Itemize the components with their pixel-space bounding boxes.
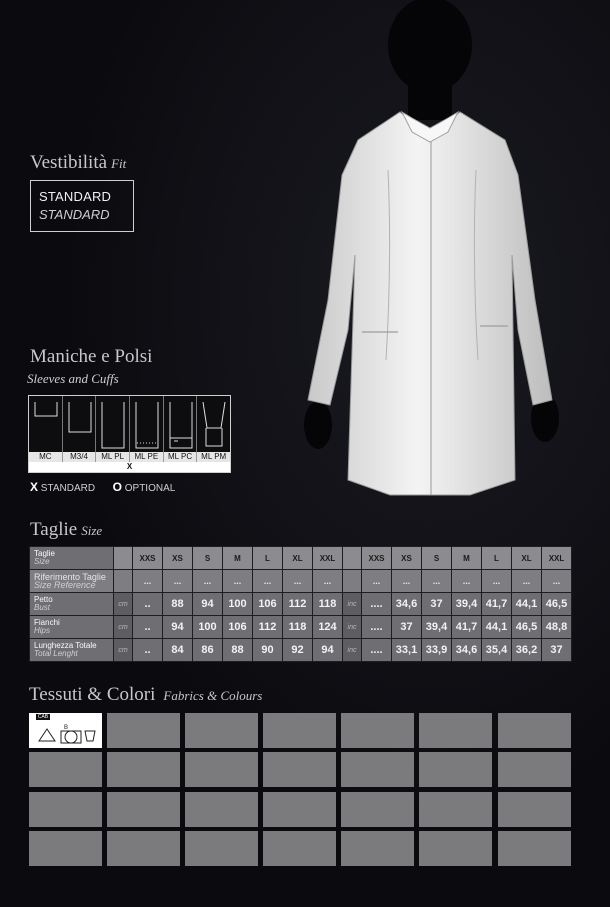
fabric-swatch[interactable]: [263, 752, 336, 787]
table-cell: 39,4: [422, 616, 452, 639]
sleeve-label: MC: [29, 452, 63, 462]
size-table: [29, 546, 572, 662]
legend-o-mark: O: [112, 480, 122, 494]
sleeve-long-cuff-icon: [164, 396, 198, 452]
table-cell: 46,5: [542, 593, 572, 616]
table-cell: ..: [133, 616, 163, 639]
sleeves-legend: [30, 480, 175, 494]
fabric-swatch[interactable]: [341, 831, 414, 866]
size-header: M: [223, 547, 253, 570]
sleeve-long-plain-icon: [96, 396, 130, 452]
size-header: XXL: [542, 547, 572, 570]
table-cell: 37: [392, 616, 422, 639]
size-header: XXS: [362, 547, 392, 570]
table-cell: 118: [313, 593, 343, 616]
care-label-swatch[interactable]: [29, 713, 102, 748]
table-row: [30, 639, 572, 662]
fabric-swatch[interactable]: [29, 831, 102, 866]
table-cell: 37: [422, 593, 452, 616]
fit-title-it: Vestibilità: [30, 152, 108, 173]
unit-inc: inc: [343, 639, 362, 662]
table-cell: ...: [362, 570, 392, 593]
size-header: XXS: [133, 547, 163, 570]
unit-inc: inc: [343, 593, 362, 616]
row-label: Taglie Size: [30, 547, 114, 570]
table-cell: ...: [223, 570, 253, 593]
table-cell: 88: [163, 593, 193, 616]
size-header: XS: [392, 547, 422, 570]
fabric-swatch[interactable]: [419, 713, 492, 748]
table-cell: 100: [223, 593, 253, 616]
size-header: XS: [163, 547, 193, 570]
fit-section-title: [30, 152, 126, 174]
table-cell: 46,5: [512, 616, 542, 639]
fabric-swatch[interactable]: [341, 713, 414, 748]
size-header: XL: [283, 547, 313, 570]
fabric-swatch[interactable]: [29, 792, 102, 827]
table-cell: 33,9: [422, 639, 452, 662]
fabrics-title-it: Tessuti & Colori: [29, 684, 156, 705]
size-header: L: [482, 547, 512, 570]
table-cell: ...: [163, 570, 193, 593]
table-cell: 34,6: [392, 593, 422, 616]
sleeve-label: ML PC: [164, 452, 198, 462]
fabric-swatch[interactable]: [107, 792, 180, 827]
table-cell: 86: [193, 639, 223, 662]
row-label: Petto Bust: [30, 593, 114, 616]
legend-standard: STANDARD: [40, 483, 96, 494]
unit-cm: cm: [114, 616, 133, 639]
table-cell: ...: [193, 570, 223, 593]
table-cell: 37: [542, 639, 572, 662]
table-cell: ...: [313, 570, 343, 593]
fabrics-title-en: Fabrics & Colours: [163, 688, 263, 703]
sleeve-label: ML PM: [201, 452, 227, 461]
care-symbols-icon: [37, 723, 97, 747]
fabric-swatch[interactable]: [498, 752, 571, 787]
sleeve-three-quarter-icon: [63, 396, 97, 452]
sleeve-label: ML PE: [130, 452, 164, 462]
table-cell: 88: [223, 639, 253, 662]
table-cell: 34,6: [452, 639, 482, 662]
fabric-swatch[interactable]: [341, 752, 414, 787]
table-cell: 106: [253, 593, 283, 616]
table-cell: 118: [283, 616, 313, 639]
lab-coat-image: [290, 0, 580, 510]
table-cell: 106: [223, 616, 253, 639]
table-cell: 100: [193, 616, 223, 639]
fit-value-it: STANDARD: [39, 189, 112, 204]
sleeves-panel: [28, 395, 231, 473]
fabric-swatch[interactable]: [263, 713, 336, 748]
table-cell: 92: [283, 639, 313, 662]
table-cell: ...: [512, 570, 542, 593]
table-row: [30, 616, 572, 639]
fabric-swatch[interactable]: [185, 831, 258, 866]
size-title-it: Taglie: [30, 519, 78, 540]
fabric-swatch[interactable]: [185, 792, 258, 827]
table-cell: 94: [313, 639, 343, 662]
fabric-swatch[interactable]: [419, 792, 492, 827]
table-cell: 48,8: [542, 616, 572, 639]
sleeve-marker: X: [29, 462, 230, 472]
size-header: L: [253, 547, 283, 570]
size-header: XXL: [313, 547, 343, 570]
table-cell: ..: [133, 639, 163, 662]
table-cell: 112: [283, 593, 313, 616]
unit-inc: inc: [343, 616, 362, 639]
fabric-swatch[interactable]: [419, 831, 492, 866]
sleeve-long-turnup-icon: [197, 396, 230, 452]
table-cell: ...: [542, 570, 572, 593]
row-label: Riferimento Taglie Size Reference: [30, 570, 114, 593]
fit-value-en: STANDARD: [39, 207, 110, 222]
table-row: [30, 547, 572, 570]
table-cell: ...: [133, 570, 163, 593]
sleeves-section-subtitle: Sleeves and Cuffs: [27, 371, 119, 386]
table-cell: 90: [253, 639, 283, 662]
size-header: S: [422, 547, 452, 570]
size-title-en: Size: [81, 523, 103, 538]
fit-title-en: Fit: [111, 156, 127, 171]
table-cell: ...: [253, 570, 283, 593]
fabric-swatch[interactable]: [107, 831, 180, 866]
table-cell: 94: [163, 616, 193, 639]
table-row: [30, 593, 572, 616]
table-cell: 84: [163, 639, 193, 662]
fabric-swatch[interactable]: [185, 713, 258, 748]
fabric-swatch[interactable]: [107, 752, 180, 787]
fabric-swatch[interactable]: [341, 792, 414, 827]
table-cell: 33,1: [392, 639, 422, 662]
table-cell: 41,7: [482, 593, 512, 616]
table-cell: 36,2: [512, 639, 542, 662]
table-cell: 124: [313, 616, 343, 639]
table-cell: 39,4: [452, 593, 482, 616]
table-cell: ....: [362, 616, 392, 639]
table-cell: ..: [133, 593, 163, 616]
size-header: M: [452, 547, 482, 570]
table-cell: ...: [392, 570, 422, 593]
fabric-swatch[interactable]: [29, 752, 102, 787]
table-cell: 44,1: [512, 593, 542, 616]
fabric-swatch[interactable]: [185, 752, 258, 787]
table-cell: 35,4: [482, 639, 512, 662]
fabric-swatch[interactable]: [263, 831, 336, 866]
table-cell: 44,1: [482, 616, 512, 639]
size-header: XL: [512, 547, 542, 570]
table-cell: 94: [193, 593, 223, 616]
table-cell: ...: [283, 570, 313, 593]
sleeve-label: M3/4: [63, 452, 97, 462]
table-cell: ....: [362, 639, 392, 662]
table-cell: ...: [422, 570, 452, 593]
fabric-swatch[interactable]: [419, 752, 492, 787]
size-section-title: [30, 519, 102, 541]
table-cell: ....: [362, 593, 392, 616]
fabric-swatch[interactable]: [107, 713, 180, 748]
sleeve-label: ML PL: [96, 452, 130, 462]
care-tag: CAB: [37, 714, 49, 720]
sleeve-type-labels: [29, 452, 230, 462]
care-letter: B: [64, 725, 69, 731]
fit-box: [30, 180, 134, 232]
fabric-swatch[interactable]: [498, 792, 571, 827]
legend-optional: OPTIONAL: [124, 483, 176, 494]
fabric-swatch[interactable]: [498, 831, 571, 866]
fabrics-section-title: [29, 684, 262, 706]
table-row: [30, 570, 572, 593]
row-label: Lunghezza Totale Total Lenght: [30, 639, 114, 662]
sleeve-short-icon: [29, 396, 63, 452]
table-cell: ...: [452, 570, 482, 593]
fabric-swatch[interactable]: [498, 713, 571, 748]
unit-cm: cm: [114, 593, 133, 616]
table-cell: ...: [482, 570, 512, 593]
sleeve-long-elastic-icon: [130, 396, 164, 452]
fabric-swatch-grid: [29, 713, 571, 867]
legend-x-mark: X: [30, 480, 39, 494]
row-label: Fianchi Hips: [30, 616, 114, 639]
unit-cm: cm: [114, 639, 133, 662]
table-cell: 41,7: [452, 616, 482, 639]
table-cell: 112: [253, 616, 283, 639]
fabric-swatch[interactable]: [263, 792, 336, 827]
sleeves-section-title: Maniche e Polsi: [30, 346, 153, 367]
size-header: S: [193, 547, 223, 570]
